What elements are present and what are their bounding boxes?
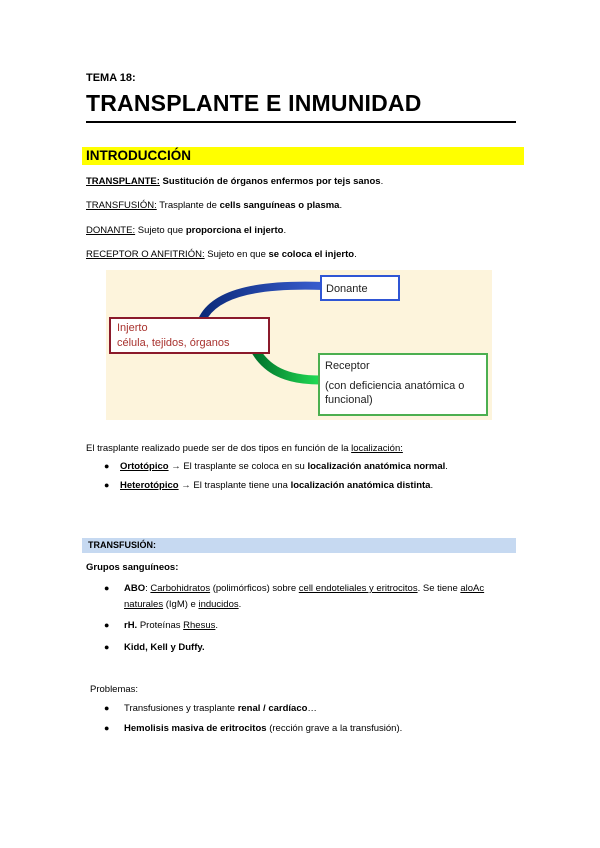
def-bold: tejs sanos bbox=[334, 176, 381, 187]
introduccion-heading-band bbox=[82, 147, 524, 165]
abo-carb: Carbohidratos bbox=[150, 583, 211, 594]
def-receptor bbox=[86, 249, 357, 260]
tipo-text: . bbox=[445, 461, 448, 472]
def-bold: órganos enfermos bbox=[230, 176, 314, 187]
donante-box bbox=[320, 275, 400, 301]
transfusion-heading: TRANSFUSIÓN: bbox=[88, 540, 156, 550]
def-term: TRANSPLANTE: bbox=[86, 176, 160, 187]
abo-text: (polimórficos) sobre bbox=[210, 583, 299, 594]
abo-cells: cell endoteliales y eritrocitos bbox=[298, 583, 418, 594]
tipo-text: El trasplante tiene una bbox=[193, 480, 291, 491]
bullet-icon: ● bbox=[104, 703, 110, 713]
tipos-intro bbox=[86, 443, 403, 454]
def-term: DONANTE: bbox=[86, 225, 136, 236]
problema-bold: Hemolisis masiva de eritrocitos bbox=[124, 723, 267, 734]
def-bold: cells sanguíneas o plasma bbox=[219, 200, 340, 211]
tipo-bold: localización anatómica normal bbox=[307, 461, 446, 472]
receptor-box bbox=[318, 353, 488, 416]
def-transfusion bbox=[86, 200, 342, 211]
rh-term: rH. bbox=[124, 620, 138, 631]
injerto-sub: célula, tejidos, órganos bbox=[117, 337, 230, 349]
rh-rhesus: Rhesus bbox=[183, 620, 216, 631]
bullet-icon: ● bbox=[104, 723, 110, 733]
bullet-icon: ● bbox=[104, 642, 110, 652]
def-bold: se coloca el injerto bbox=[268, 249, 355, 260]
def-donante bbox=[86, 225, 286, 236]
rh-text: Proteínas bbox=[137, 620, 184, 631]
receptor-line2: funcional) bbox=[325, 394, 373, 406]
def-bold: proporciona el injerto bbox=[185, 225, 284, 236]
abo-text: (IgM) e bbox=[163, 599, 199, 610]
def-term: RECEPTOR O ANFITRIÓN: bbox=[86, 249, 205, 260]
tipo-term: Heterotópico bbox=[120, 480, 179, 491]
def-text: . bbox=[380, 176, 384, 187]
problema-text: (rección grave a la transfusión). bbox=[266, 723, 403, 734]
abo-inducidos: inducidos bbox=[198, 599, 239, 610]
tipo-text: . bbox=[430, 480, 434, 491]
abo-naturales: naturales bbox=[124, 599, 164, 610]
problemas-label: Problemas: bbox=[90, 684, 139, 695]
def-text: . bbox=[354, 249, 357, 260]
tipo-text: El trasplante se coloca en su bbox=[183, 461, 308, 472]
problema-text: Transfusiones y trasplante bbox=[124, 703, 238, 714]
abo-aloac: aloAc bbox=[460, 583, 485, 594]
rh-text: . bbox=[215, 620, 219, 631]
bullet-icon: ● bbox=[104, 461, 110, 471]
def-text: Trasplante de bbox=[156, 200, 220, 211]
def-text: por bbox=[313, 176, 335, 187]
abo-term: ABO bbox=[124, 583, 146, 594]
bullet-icon: ● bbox=[104, 583, 110, 593]
transplant-diagram bbox=[106, 270, 492, 420]
def-text: Sustitución de bbox=[162, 176, 231, 187]
injerto-box bbox=[109, 317, 270, 354]
arrow-icon: → bbox=[178, 480, 194, 491]
tipo-bold: localización anatómica distinta bbox=[290, 480, 431, 491]
abo-text: . bbox=[238, 599, 242, 610]
transfusion-heading-band bbox=[82, 538, 516, 553]
tipos-intro-text: El trasplante realizado puede ser de dos tipos en función de la bbox=[86, 443, 352, 454]
def-term: TRANSFUSIÓN: bbox=[86, 200, 157, 211]
tema-label: TEMA 18: bbox=[86, 72, 136, 84]
grupos-label: Grupos sanguíneos: bbox=[86, 562, 179, 573]
title-underline bbox=[86, 121, 516, 123]
injerto-title: Injerto bbox=[117, 322, 148, 334]
def-text: . bbox=[339, 200, 343, 211]
receptor-line1: (con deficiencia anatómica o bbox=[325, 380, 465, 392]
def-text: . bbox=[283, 225, 287, 236]
page-title: TRANSPLANTE E INMUNIDAD bbox=[86, 90, 422, 116]
bullet-icon: ● bbox=[104, 620, 110, 630]
tipos-intro-term: localización: bbox=[351, 443, 403, 454]
problema-text: … bbox=[307, 703, 317, 714]
def-transplante bbox=[86, 176, 383, 187]
tipo-term: Ortotópico bbox=[120, 461, 169, 472]
def-text: Sujeto en que bbox=[204, 249, 269, 260]
blue-arrow bbox=[202, 286, 324, 320]
bullet-icon: ● bbox=[104, 480, 110, 490]
donante-label: Donante bbox=[326, 283, 368, 295]
introduccion-heading: INTRODUCCIÓN bbox=[86, 148, 191, 163]
abo-text: : bbox=[145, 583, 151, 594]
abo-text: . Se tiene bbox=[417, 583, 461, 594]
kidd-text: Kidd, Kell y Duffy. bbox=[124, 642, 205, 653]
problema-bold: renal / cardíaco bbox=[237, 703, 308, 714]
receptor-title: Receptor bbox=[325, 360, 370, 372]
def-text: Sujeto que bbox=[135, 225, 186, 236]
arrow-icon: → bbox=[168, 461, 184, 472]
